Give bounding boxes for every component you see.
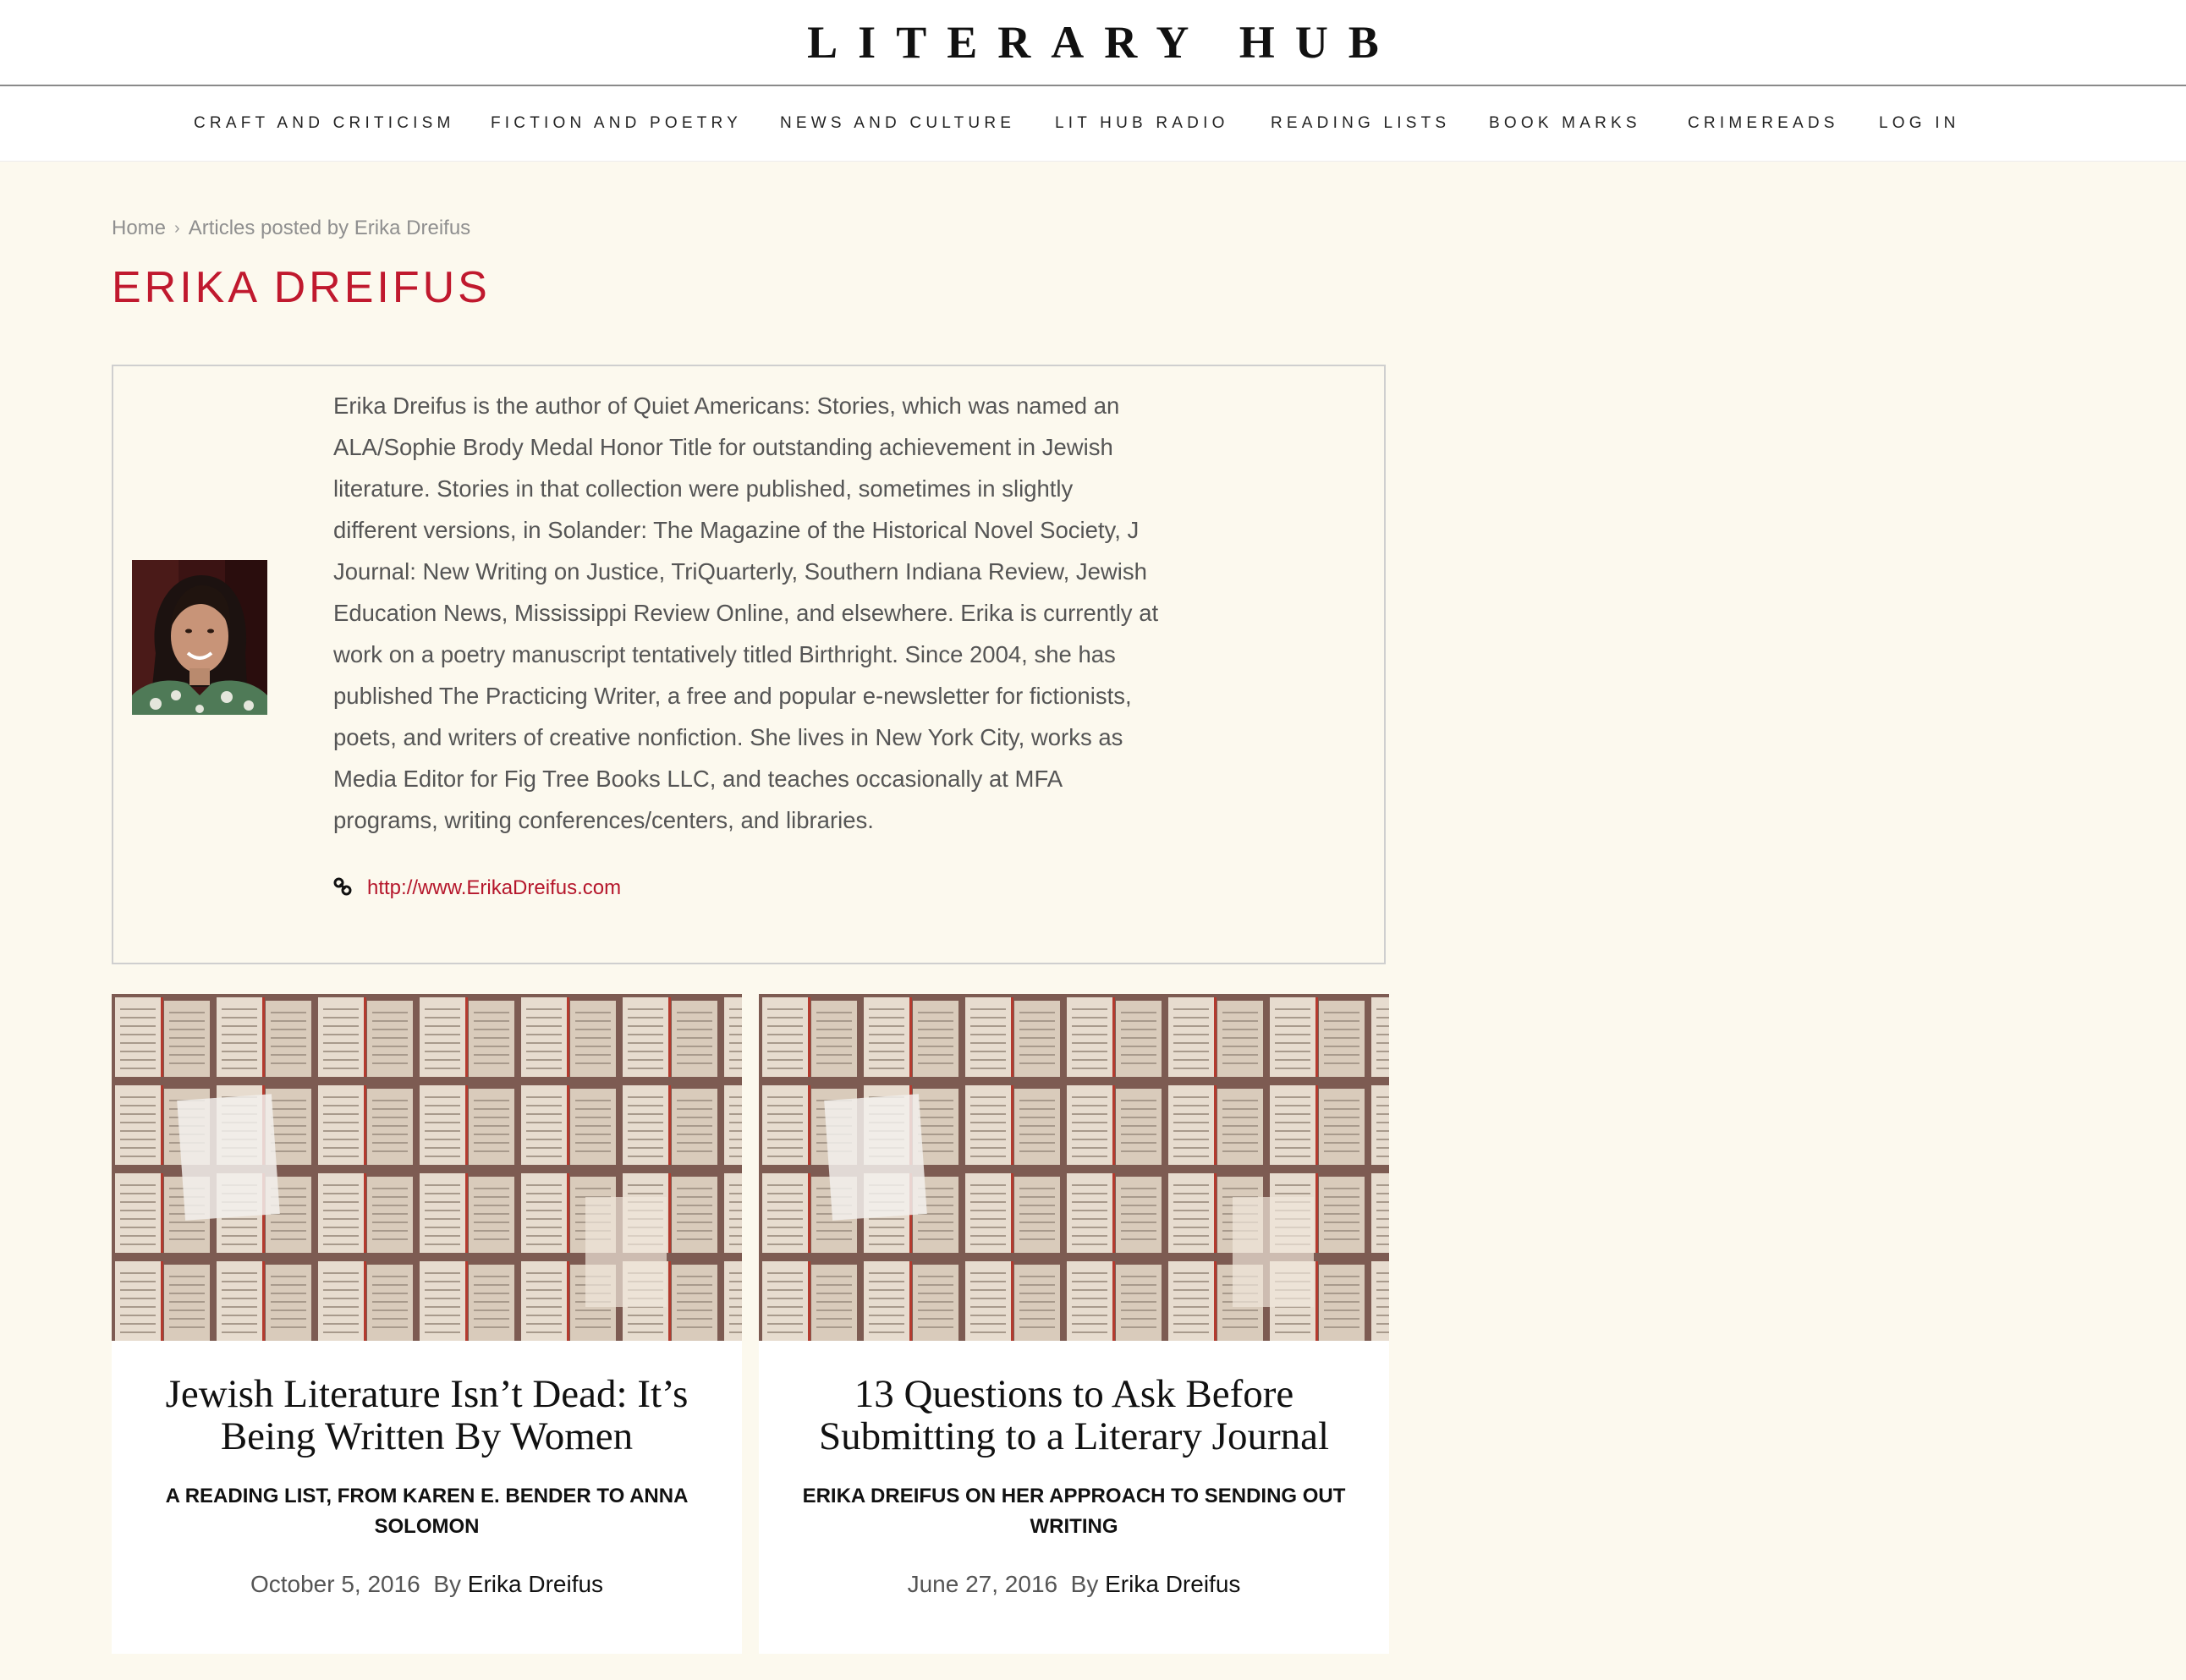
article-subtitle: A READING LIST, FROM KAREN E. BENDER TO ANNA SOLOMON xyxy=(165,1485,689,1538)
article-card[interactable] xyxy=(112,994,742,1654)
breadcrumb-separator: › xyxy=(174,218,180,238)
author-website-link[interactable]: http://www.ErikaDreifus.com xyxy=(367,876,622,899)
nav-craft-and-criticism[interactable]: CRAFT AND CRITICISM xyxy=(194,114,455,132)
page-title: ERIKA DREIFUS xyxy=(112,263,491,312)
article-by-label: By xyxy=(433,1571,461,1597)
nav-lit-hub-radio[interactable]: LIT HUB RADIO xyxy=(1055,114,1229,132)
article-date: October 5, 2016 xyxy=(250,1571,420,1597)
breadcrumb-home[interactable]: Home xyxy=(112,217,167,239)
article-author-link[interactable]: Erika Dreifus xyxy=(467,1571,604,1597)
nav-news-and-culture[interactable]: NEWS AND CULTURE xyxy=(780,114,1016,132)
article-meta xyxy=(112,1571,742,1598)
article-by-label: By xyxy=(1070,1571,1099,1597)
breadcrumb xyxy=(112,217,470,240)
article-author-link[interactable]: Erika Dreifus xyxy=(1105,1571,1241,1597)
author-bio-box xyxy=(112,365,1386,964)
breadcrumb-current: Articles posted by Erika Dreifus xyxy=(188,217,471,239)
link-icon xyxy=(333,877,352,900)
author-photo xyxy=(132,560,267,715)
author-avatar xyxy=(132,560,267,715)
article-date: June 27, 2016 xyxy=(907,1571,1058,1597)
article-image[interactable] xyxy=(759,994,1389,1341)
site-header xyxy=(0,0,2186,86)
site-logo[interactable]: LITERARY HUB xyxy=(807,17,1399,68)
article-card[interactable] xyxy=(759,994,1389,1654)
nav-book-marks[interactable]: BOOK MARKS xyxy=(1489,114,1641,132)
article-subtitle: ERIKA DREIFUS ON HER APPROACH TO SENDING OUT WRITING xyxy=(802,1485,1346,1538)
article-title[interactable]: Jewish Literature Isn’t Dead: It’s Being Written By Women xyxy=(165,1372,689,1458)
main-nav xyxy=(0,86,2186,162)
nav-fiction-and-poetry[interactable]: FICTION AND POETRY xyxy=(491,114,742,132)
nav-crimereads[interactable]: CRIMEREADS xyxy=(1688,114,1839,132)
article-image[interactable] xyxy=(112,994,742,1341)
article-title[interactable]: 13 Questions to Ask Before Submitting to a Literary Journal xyxy=(818,1372,1330,1458)
author-website-row xyxy=(333,876,621,900)
nav-reading-lists[interactable]: READING LISTS xyxy=(1271,114,1451,132)
nav-log-in[interactable]: LOG IN xyxy=(1879,114,1960,132)
author-bio: Erika Dreifus is the author of Quiet Americans: Stories, which was named an ALA/Sophie Brody Medal Honor Title for outstanding achievement in Jewish literature. Stories in that collection were published, sometimes in slightly different versions, in Solander: The Magazine of the Historical Novel Society, J Journal: New Writing on Justice, TriQuarterly, Southern Indiana Review, Jewish Education News, Mississippi Review Online, and elsewhere. Erika is currently at work on a poetry manuscript tentatively titled Birthright. Since 2004, she has published The Practicing Writer, a free and popular e-newsletter for fictionists, poets, and writers of creative nonfiction. She lives in New York City, works as Media Editor for Fig Tree Books LLC, and teaches occasionally at MFA programs, writing conferences/centers, and libraries. xyxy=(333,393,1159,833)
article-meta xyxy=(759,1571,1389,1598)
